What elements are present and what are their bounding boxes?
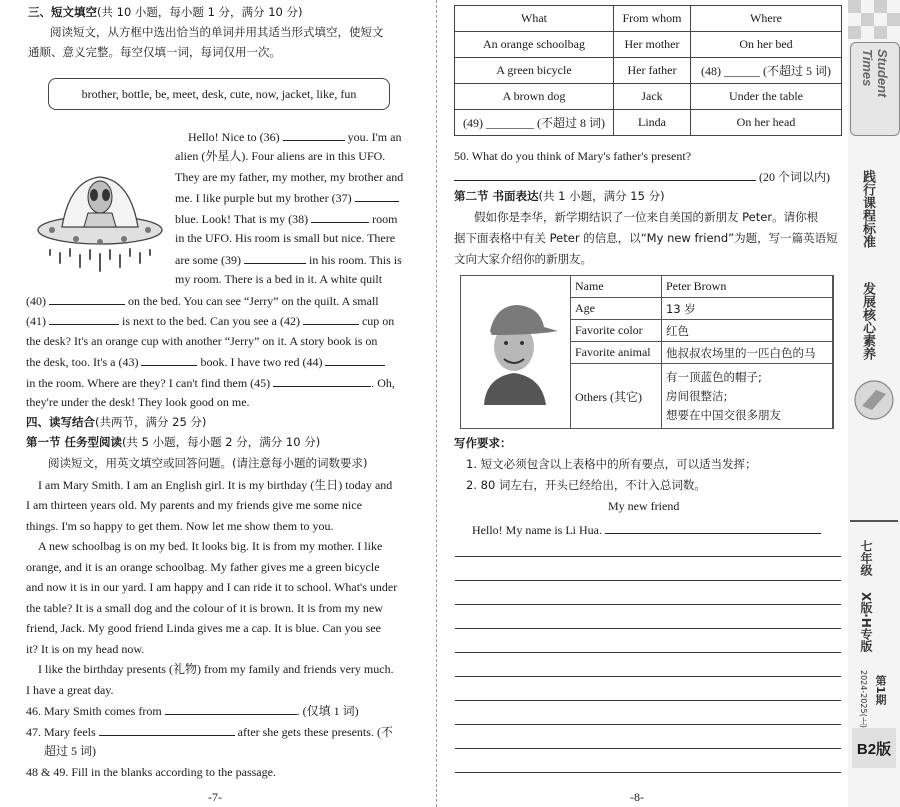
passage-line: the desk? It's an orange cup with another “Jerry” on it. A story book is on [26, 334, 378, 348]
table-row [455, 58, 842, 84]
part2-instruction-1: 假如你是李华，新学期结识了一位来自美国的新朋友 Peter。请你根 [474, 210, 819, 224]
table-cell: On her head [691, 110, 842, 136]
section3-instruction-2: 通顺、意义完整。每空仅填一词，每词仅用一次。 [28, 45, 281, 59]
writing-line[interactable] [455, 748, 841, 749]
table-cell: Under the table [691, 84, 842, 110]
sidebar-rule [850, 520, 898, 522]
passage-line: the desk, too. It's a (43) book. I have two red (44) [26, 353, 385, 370]
edition-label: X版·H专版 [859, 592, 873, 652]
reading-line: I have a great day. [26, 683, 114, 697]
essay-start: Hello! My name is Li Hua. [472, 521, 821, 538]
answer-cell-49[interactable]: (49) ________ (不超过 8 词) [455, 110, 614, 136]
part2-instruction-3: 文向大家介绍你的新朋友。 [454, 252, 592, 266]
info-value [662, 364, 833, 429]
issue-label: 第1期 [874, 675, 887, 705]
answer-blank-36[interactable] [283, 128, 345, 141]
table-cell: Linda [614, 110, 691, 136]
part1-heading: 第一节 任务型阅读(共 5 小题，每小题 2 分，满分 10 分) [26, 435, 321, 449]
checker-pattern [848, 0, 900, 40]
peter-info-table [570, 275, 833, 429]
section4-heading: 四、读写结合(共两节，满分 25 分) [26, 415, 207, 429]
info-label: Name [571, 276, 662, 298]
info-label: Favorite animal [571, 342, 662, 364]
logo-badge [850, 42, 900, 136]
version-badge: B2版 [852, 728, 896, 768]
answer-blank-38[interactable] [311, 210, 369, 223]
answer-blank-45[interactable] [273, 374, 371, 387]
others-item: 有一顶蓝色的帽子; [666, 369, 762, 384]
reading-line: it? It is on my head now. [26, 642, 145, 656]
table-header: Where [691, 6, 842, 32]
ufo-alien-illustration [30, 135, 170, 275]
passage-line: (40) on the bed. You can see “Jerry” on the quilt. A small [26, 294, 379, 308]
table-header-row [455, 6, 842, 32]
answer-blank-41[interactable] [49, 312, 119, 325]
writing-line[interactable] [455, 700, 841, 701]
table-row [455, 32, 842, 58]
answer-blank-50[interactable] [454, 168, 756, 181]
part2-instruction-2: 据下面表格中有关 Peter 的信息，以“My new friend”为题，写一篇英语短 [454, 231, 838, 245]
writing-line[interactable] [455, 676, 841, 677]
table-cell: On her bed [691, 32, 842, 58]
table-cell: Her father [614, 58, 691, 84]
answer-blank-43[interactable] [141, 353, 197, 366]
word-box: brother, bottle, be, meet, desk, cute, now, jacket, like, fun [48, 78, 390, 110]
info-row [571, 364, 833, 429]
reading-line: I am Mary Smith. I am an English girl. It is my birthday (生日) today and [38, 478, 393, 492]
answer-blank-47[interactable] [99, 723, 235, 736]
writing-line[interactable] [455, 724, 841, 725]
writing-line[interactable] [455, 628, 841, 629]
info-row [571, 276, 833, 298]
passage-line: (41) is next to the bed. Can you see a (42) cup on [26, 314, 395, 328]
info-label: Favorite color [571, 320, 662, 342]
passage-line: Hello! Nice to (36) you. I'm an [188, 130, 402, 144]
peter-photo [466, 281, 562, 405]
passage-line: in the room. Where are they? I can't find them (45) . Oh, [26, 376, 395, 390]
info-row [571, 320, 833, 342]
question-50: 50. What do you think of Mary's father's present? [454, 149, 692, 163]
table-row [455, 84, 842, 110]
reading-line: I am thirteen years old. My parents and my friends give me some nice [26, 498, 362, 512]
reading-line: A new schoolbag is on my bed. It looks big. It is from my mother. I like [38, 539, 383, 553]
question-46: 46. Mary Smith comes from . (仅填 1 词) [26, 704, 359, 718]
passage-line: alien (外星人). Four aliens are in this UFO. [175, 149, 386, 163]
info-value: Peter Brown [662, 276, 833, 298]
passage-line: they're under the desk! They look good on me. [26, 395, 250, 409]
question-47: 47. Mary feels after she gets these presents. (不 [26, 725, 393, 739]
table-cell: A green bicycle [455, 58, 614, 84]
answer-blank-39[interactable] [244, 251, 306, 264]
part1-instruction: 阅读短文，用英文填空或回答问题。(请注意每小题的词数要求) [48, 456, 368, 470]
section3-heading: 三、短文填空(共 10 小题，每小题 1 分，满分 10 分) [28, 5, 303, 19]
part2-heading: 第二节 书面表达(共 1 小题，满分 15 分) [454, 189, 665, 203]
writing-line[interactable] [455, 604, 841, 605]
passage-line: my room. There is a bed in it. A white quilt [175, 272, 383, 286]
reading-line: I like the birthday presents (礼物) from my family and friends very much. [38, 662, 394, 676]
reading-line: orange, and it is an orange schoolbag. My father gives me a green bicycle [26, 560, 380, 574]
presents-table [454, 5, 842, 136]
answer-blank-40[interactable] [49, 292, 125, 305]
info-label: Age [571, 298, 662, 320]
reading-line: things. I'm so happy to get them. Now let me show them to you. [26, 519, 334, 533]
question-50-answer: (20 个词以内) [454, 168, 830, 185]
info-value: 他叔叔农场里的一匹白色的马 [662, 342, 833, 364]
answer-blank-37[interactable] [355, 189, 399, 202]
table-row [455, 110, 842, 136]
table-cell: Jack [614, 84, 691, 110]
passage-line: are some (39) in his room. This is [175, 253, 402, 267]
year-label: 2024-2025(上) [859, 670, 868, 728]
requirements-title: 写作要求： [454, 436, 512, 450]
page-number-right: -8- [630, 790, 644, 804]
essay-line[interactable] [605, 521, 821, 534]
slogan-1: 践行课程标准 [860, 170, 875, 248]
writing-line[interactable] [455, 580, 841, 581]
requirement-1: 1. 短文必须包含以上表格中的所有要点，可以适当发挥； [466, 457, 757, 471]
table-header: From whom [614, 6, 691, 32]
passage-line: in the UFO. His room is small but nice. There [175, 231, 396, 245]
table-header: What [455, 6, 614, 32]
page-divider [436, 0, 437, 807]
newspaper-logo: Student Times [860, 49, 890, 98]
answer-blank-46[interactable] [165, 702, 297, 715]
reading-line: friend, Jack. My good friend Linda gives me a cap. It is blue. Can you see [26, 621, 381, 635]
others-item: 想要在中国交很多朋友 [666, 407, 781, 422]
passage-line: me. I like purple but my brother (37) [175, 189, 399, 206]
question-47-note: 超过 5 词) [44, 744, 96, 758]
answer-cell-48[interactable]: (48) ______ (不超过 5 词) [691, 58, 842, 84]
slogan-2: 发展核心素养 [860, 282, 875, 360]
table-cell: An orange schoolbag [455, 32, 614, 58]
page-number-left: -7- [208, 790, 222, 804]
info-row [571, 342, 833, 364]
writing-line[interactable] [455, 652, 841, 653]
requirement-2: 2. 80 词左右，开头已经给出，不计入总词数。 [466, 478, 706, 492]
passage-line: They are my father, my mother, my brother and [175, 170, 404, 184]
info-value: 13 岁 [662, 298, 833, 320]
table-cell: Her mother [614, 32, 691, 58]
info-label: Others (其它) [571, 364, 662, 429]
essay-title: My new friend [608, 499, 680, 513]
info-value: 红色 [662, 320, 833, 342]
info-row [571, 298, 833, 320]
passage-line: blue. Look! That is my (38) room [175, 212, 398, 226]
section3-instruction-1: 阅读短文，从方框中选出恰当的单词并用其适当形式填空，使短文 [50, 25, 384, 39]
answer-blank-42[interactable] [303, 312, 359, 325]
writing-line[interactable] [455, 772, 841, 773]
reading-line: the table? It is a small dog and the colour of it is brown. It is from my new [26, 601, 383, 615]
table-cell: A brown dog [455, 84, 614, 110]
question-48-49: 48 & 49. Fill in the blanks according to the passage. [26, 765, 276, 779]
emblem-icon [852, 378, 896, 422]
reading-line: and now it is in our yard. I am happy and I can ride it to school. What's under [26, 580, 398, 594]
others-item: 房间很整洁; [666, 388, 728, 403]
writing-line[interactable] [455, 556, 841, 557]
answer-blank-44[interactable] [325, 353, 385, 366]
grade-label: 七年级 [859, 540, 873, 576]
